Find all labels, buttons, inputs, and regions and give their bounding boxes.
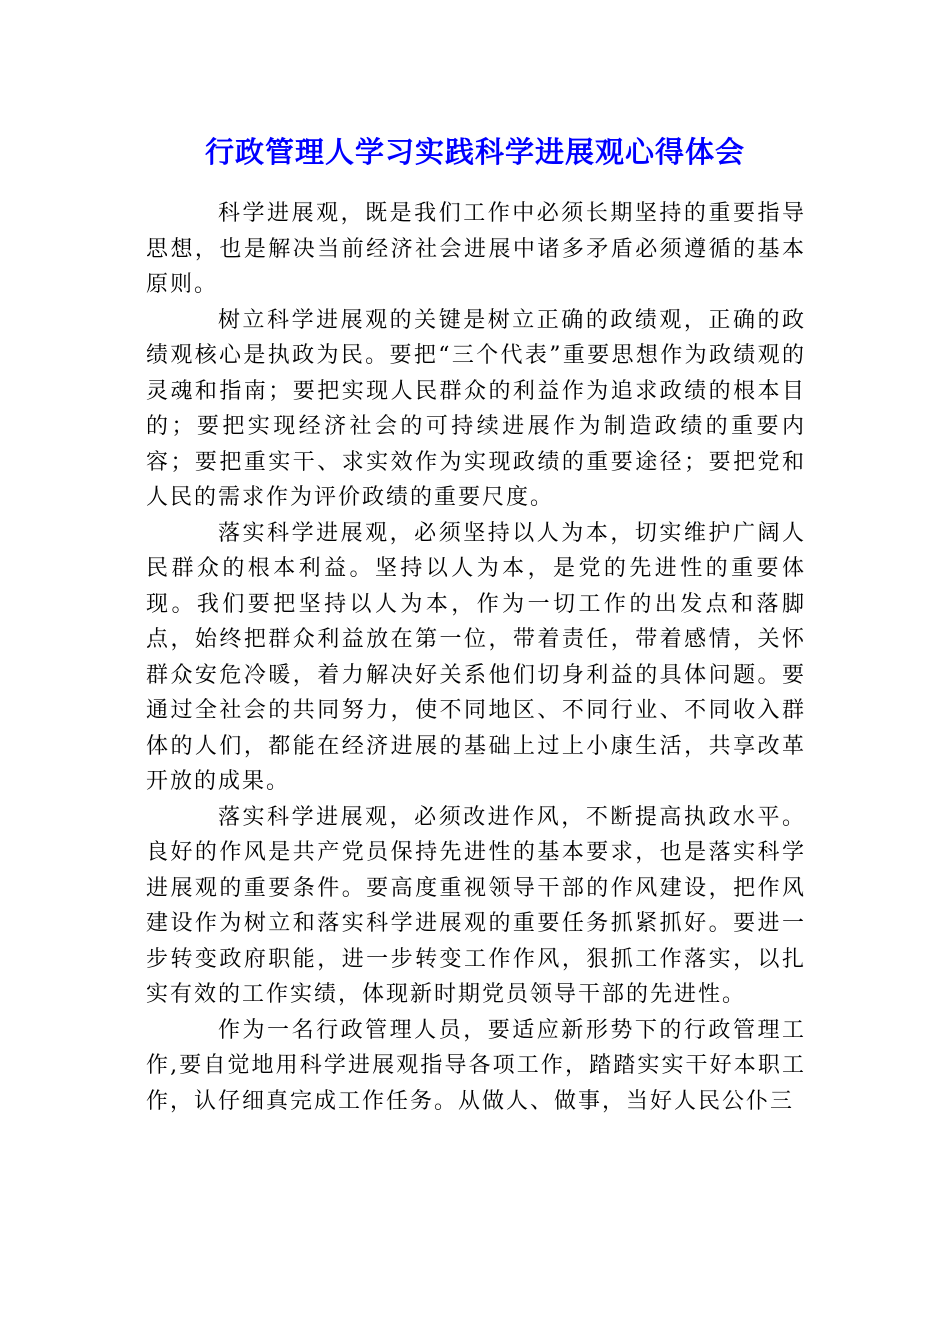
paragraph: 科学进展观，既是我们工作中必须长期坚持的重要指导思想，也是解决当前经济社会进展中诸多矛盾必须遵循的基本原则。	[146, 201, 806, 297]
paragraph: 作为一名行政管理人员，要适应新形势下的行政管理工作,要自觉地用科学进展观指导各项工作，踏踏实实干好本职工作，认仔细真完成工作任务。从做人、做事，当好人民公仆三	[146, 1017, 806, 1114]
document-body	[146, 196, 806, 1119]
paragraph: 落实科学进展观，必须改进作风，不断提高执政水平。良好的作风是共产党员保持先进性的基本要求，也是落实科学进展观的重要条件。要高度重视领导干部的作风建设，把作风建设作为树立和落实科学进展观的重要任务抓紧抓好。要进一步转变政府职能，进一步转变工作作风，狠抓工作落实，以扎实有效的工作实绩，体现新时期党员领导干部的先进性。	[146, 804, 806, 1007]
paragraph: 落实科学进展观，必须坚持以人为本，切实维护广阔人民群众的根本利益。坚持以人为本，是党的先进性的重要体现。我们要把坚持以人为本，作为一切工作的出发点和落脚点，始终把群众利益放在第一位，带着责任，带着感情，关怀群众安危冷暖，着力解决好关系他们切身利益的具体问题。要通过全社会的共同努力，使不同地区、不同行业、不同收入群体的人们，都能在经济进展的基础上过上小康生活，共享改革开放的成果。	[146, 520, 806, 794]
document-title: 行政管理人学习实践科学进展观心得体会	[204, 135, 745, 169]
paragraph: 树立科学进展观的关键是树立正确的政绩观，正确的政绩观核心是执政为民。要把“三个代表”重要思想作为政绩观的灵魂和指南；要把实现人民群众的利益作为追求政绩的根本目的；要把实现经济社会的可持续进展作为制造政绩的重要内容；要把重实干、求实效作为实现政绩的重要途径；要把党和人民的需求作为评价政绩的重要尺度。	[146, 307, 806, 510]
